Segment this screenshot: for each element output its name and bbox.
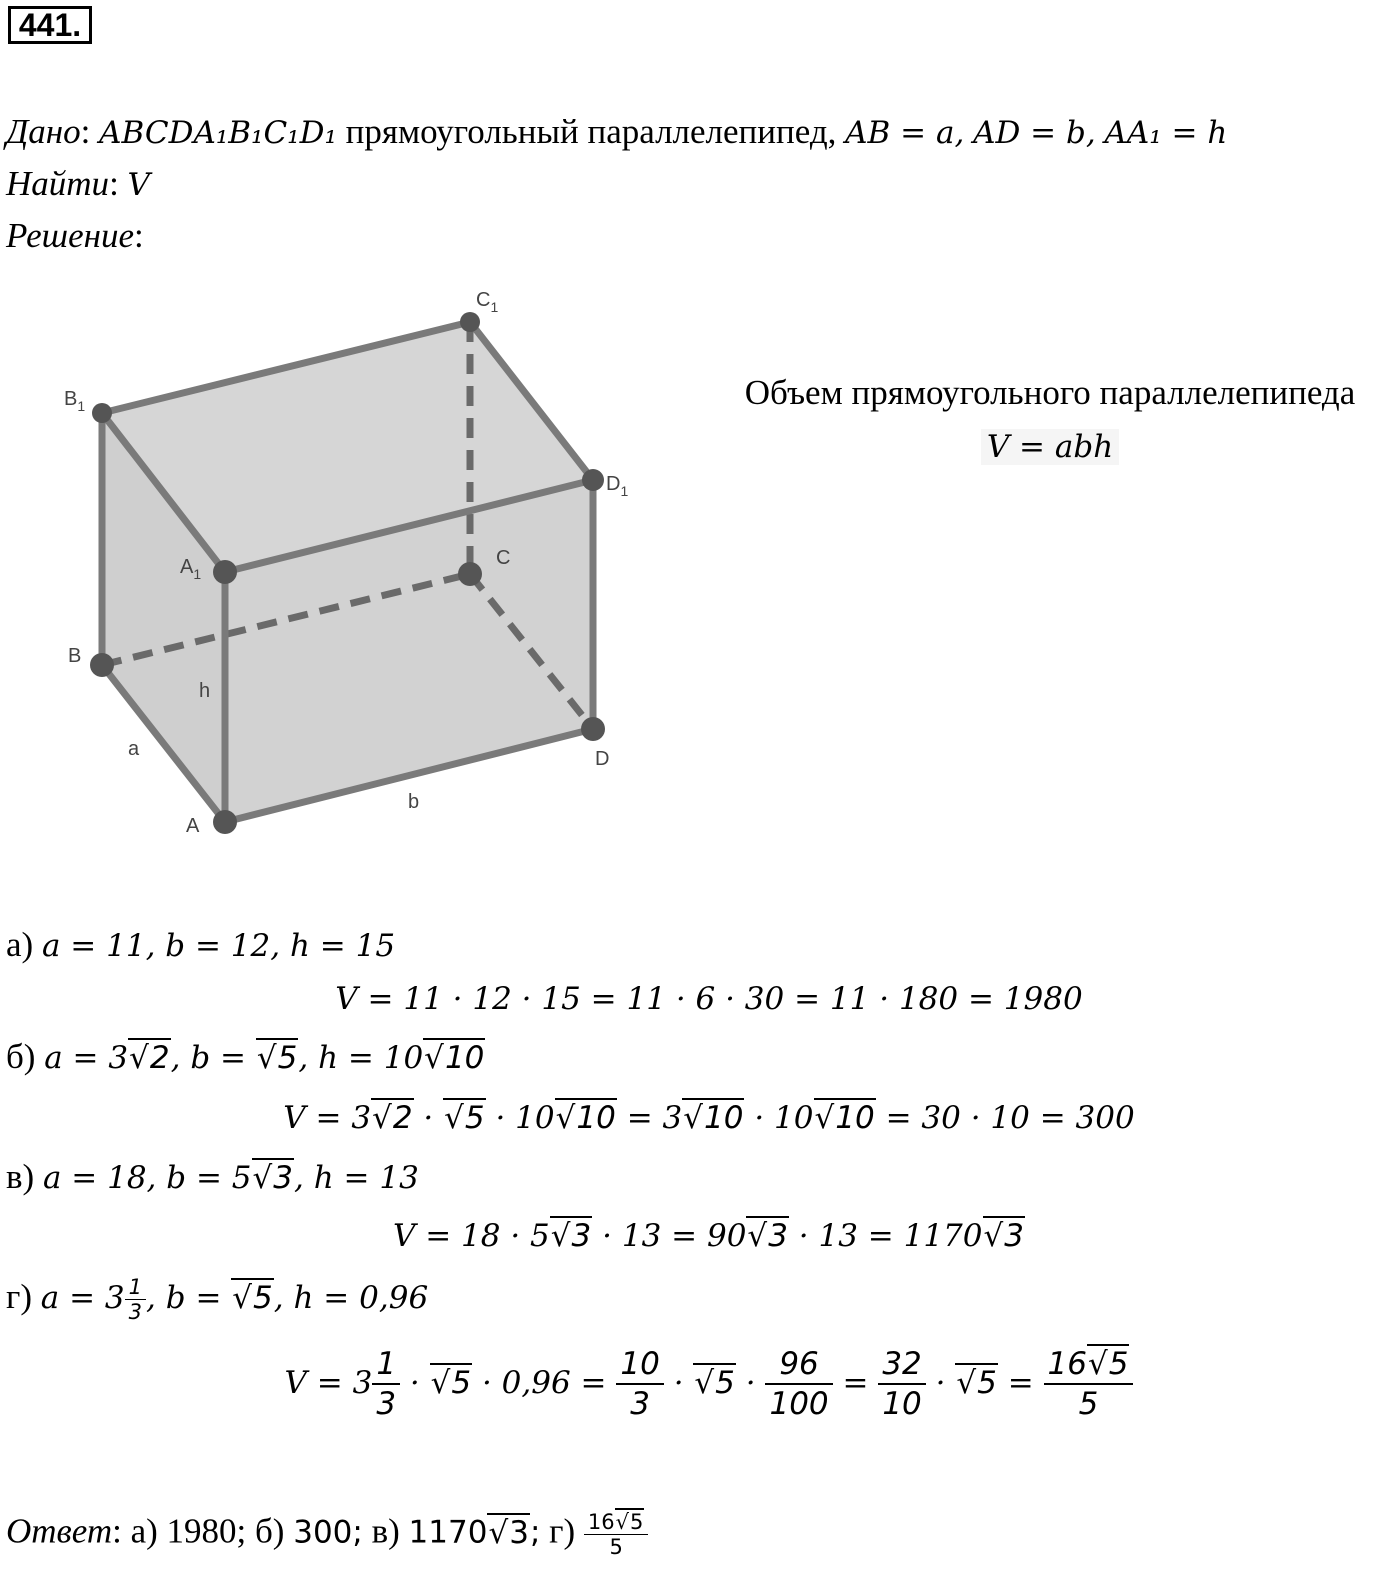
answer-d-label: г) [549,1511,576,1551]
given-figure: ABCDA₁B₁C₁D₁ [99,115,337,151]
part-a-label: а) [6,925,34,964]
vertex-c-dot [458,562,482,586]
part-c-label: в) [6,1157,35,1196]
part-d-label: г) [6,1277,33,1316]
part-a-calc-expr: V = 11 · 12 · 15 = 11 · 6 · 30 = 11 · 180 = 1980 [335,981,1083,1017]
vertex-d-dot [581,717,605,741]
vertex-a1-dot [213,560,237,584]
label-edge-h: h [199,680,211,702]
label-edge-a: a [128,738,140,760]
formula-expr [700,426,1400,467]
answer-b-label: б) [255,1511,285,1551]
label-d: D [595,748,610,770]
part-c-calc [0,1215,1400,1256]
answer-b-value: 300; [293,1514,363,1551]
solution-heading: Решение: [6,216,144,255]
solution-label: Решение [6,216,135,255]
given-desc: прямоугольный параллелепипед, [345,112,837,151]
answer-d-fraction: $\frac{16√ 5}{5}$ [584,1510,649,1559]
find-value: V [127,167,150,203]
label-b1: $B_1$ [64,388,86,414]
given-label: Дано [6,112,81,151]
part-a-calc [0,978,1400,1019]
label-edge-b: b [408,791,420,813]
answer-a: а) 1980; [130,1511,247,1551]
part-a-values: a = 11, b = 12, h = 15 [41,928,396,964]
find-line: Найти: V [6,164,150,203]
vertex-c1-dot [460,312,480,332]
answer-line: Ответ: а) 1980; б) 300; в) 1170√ 3; г) $\frac{16√ 5}{5}$ [6,1510,648,1570]
part-b-given [6,1037,485,1078]
formula-title: Объем прямоугольного параллелепипеда [744,373,1356,412]
problem-number: 441. [8,6,92,44]
answer-c-label: в) [371,1511,400,1551]
parallelepiped-diagram [0,270,700,870]
answer-label: Ответ [6,1511,113,1551]
part-a-given [6,925,395,966]
part-d-given [6,1275,428,1335]
label-c1: $C_1$ [476,289,499,315]
vertex-d1-dot [582,469,604,491]
find-label: Найти [6,164,110,203]
part-d-calc-expr: V = 3 $\frac{1}{3}$ · √ 5 · 0,96 = $\frac{10}{3}$ · √ 5 · $\frac{96}{100}$ = $\frac{32}{10}$ · √ 5 = $\frac{16√ 5}{5}$ [285,1365,1134,1401]
part-c-calc-expr: V = 18 · 5√ 3 · 13 = 90√ 3 · 13 = 1170√ 3 [393,1216,1025,1254]
label-a: A [186,815,200,837]
given-line: Дано: ABCDA₁B₁C₁D₁ прямоугольный параллелепипед, AB = a, AD = b, AA₁ = h [6,112,1228,151]
vertex-b1-dot [92,403,112,423]
part-d-fraction-a: $\frac{1}{3}$ [125,1275,146,1324]
given-cond-ab: AB = a, [845,115,965,151]
part-b-values: a = 3√ 2, b = √ 5, h = 10√ 10 [44,1038,485,1076]
part-d-calc [0,1345,1400,1423]
part-c-given [6,1157,419,1198]
given-cond-aa1: AA₁ = h [1104,115,1228,151]
given-cond-ad: AD = b, [973,115,1096,151]
part-b-label: б) [6,1037,36,1076]
answer-c-value: 1170√ 3; [409,1513,541,1551]
part-b-calc-expr: V = 3√ 2 · √ 5 · 10√ 10 = 3√ 10 · 10√ 10 = 30 · 10 = 300 [283,1098,1134,1136]
vertex-a-dot [213,810,237,834]
label-a1: $A_1$ [180,556,202,582]
formula-v-abh: V = abh [981,429,1119,465]
vertex-b-dot [90,653,114,677]
label-c: C [496,547,511,569]
part-b-calc [0,1097,1400,1138]
label-d1: $D_1$ [606,473,629,499]
part-d-values: a = 3 $\frac{1}{3}$ , b = √ 5, h = 0,96 [41,1280,428,1316]
part-c-values: a = 18, b = 5√ 3, h = 13 [43,1158,419,1196]
label-b: B [68,645,82,667]
